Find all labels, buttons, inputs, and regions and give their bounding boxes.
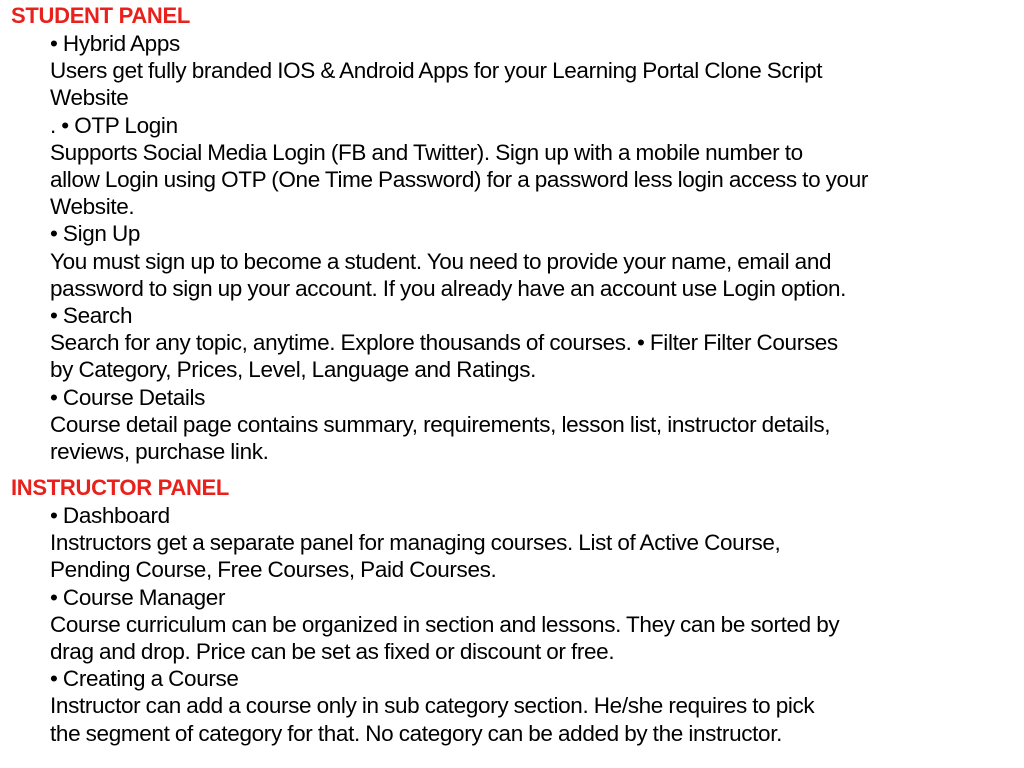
course-manager-text-line: Course curriculum can be organized in section and lessons. They can be sorted by bbox=[50, 611, 840, 637]
bullet-search: • Search bbox=[50, 303, 133, 329]
bullet-sign-up: • Sign Up bbox=[50, 221, 141, 247]
hybrid-apps-text-line: Users get fully branded IOS & Android Apps for your Learning Portal Clone Script bbox=[50, 58, 823, 84]
bullet-course-manager: • Course Manager bbox=[50, 584, 226, 610]
bullet-creating-a-course: • Creating a Course bbox=[50, 666, 239, 692]
course-manager-text-line: drag and drop. Price can be set as fixed or discount or free. bbox=[50, 639, 615, 665]
creating-a-course-text-line: the segment of category for that. No category can be added by the instructor. bbox=[50, 720, 783, 746]
otp-login-text-line: Supports Social Media Login (FB and Twitter). Sign up with a mobile number to bbox=[50, 139, 803, 165]
bullet-otp-login: . • OTP Login bbox=[50, 112, 178, 138]
bullet-dashboard: • Dashboard bbox=[50, 503, 170, 528]
course-details-text-line: reviews, purchase link. bbox=[50, 439, 269, 465]
instructor-panel-heading: INSTRUCTOR PANEL bbox=[11, 475, 230, 500]
course-details-text-line: Course detail page contains summary, requirements, lesson list, instructor details, bbox=[50, 411, 831, 437]
student-panel-body bbox=[50, 30, 1018, 465]
dashboard-text-line: Instructors get a separate panel for managing courses. List of Active Course, bbox=[50, 530, 781, 556]
otp-login-text-line: allow Login using OTP (One Time Password) for a password less login access to your bbox=[50, 167, 869, 193]
sign-up-text-line: password to sign up your account. If you already have an account use Login option. bbox=[50, 275, 847, 301]
hybrid-apps-text-line: Website bbox=[50, 85, 129, 111]
otp-login-text-line: Website. bbox=[50, 194, 135, 220]
search-text-line: by Category, Prices, Level, Language and Ratings. bbox=[50, 357, 536, 383]
bullet-hybrid-apps: • Hybrid Apps bbox=[50, 31, 180, 56]
dashboard-text-line: Pending Course, Free Courses, Paid Courses. bbox=[50, 557, 497, 583]
sign-up-text-line: You must sign up to become a student. You need to provide your name, email and bbox=[50, 248, 832, 274]
search-text-line: Search for any topic, anytime. Explore thousands of courses. • Filter Filter Courses bbox=[50, 330, 838, 356]
creating-a-course-text-line: Instructor can add a course only in sub category section. He/she requires to pick bbox=[50, 693, 815, 719]
student-panel-heading: STUDENT PANEL bbox=[11, 3, 191, 28]
instructor-panel-body bbox=[50, 502, 1018, 747]
bullet-course-details: • Course Details bbox=[50, 384, 206, 410]
